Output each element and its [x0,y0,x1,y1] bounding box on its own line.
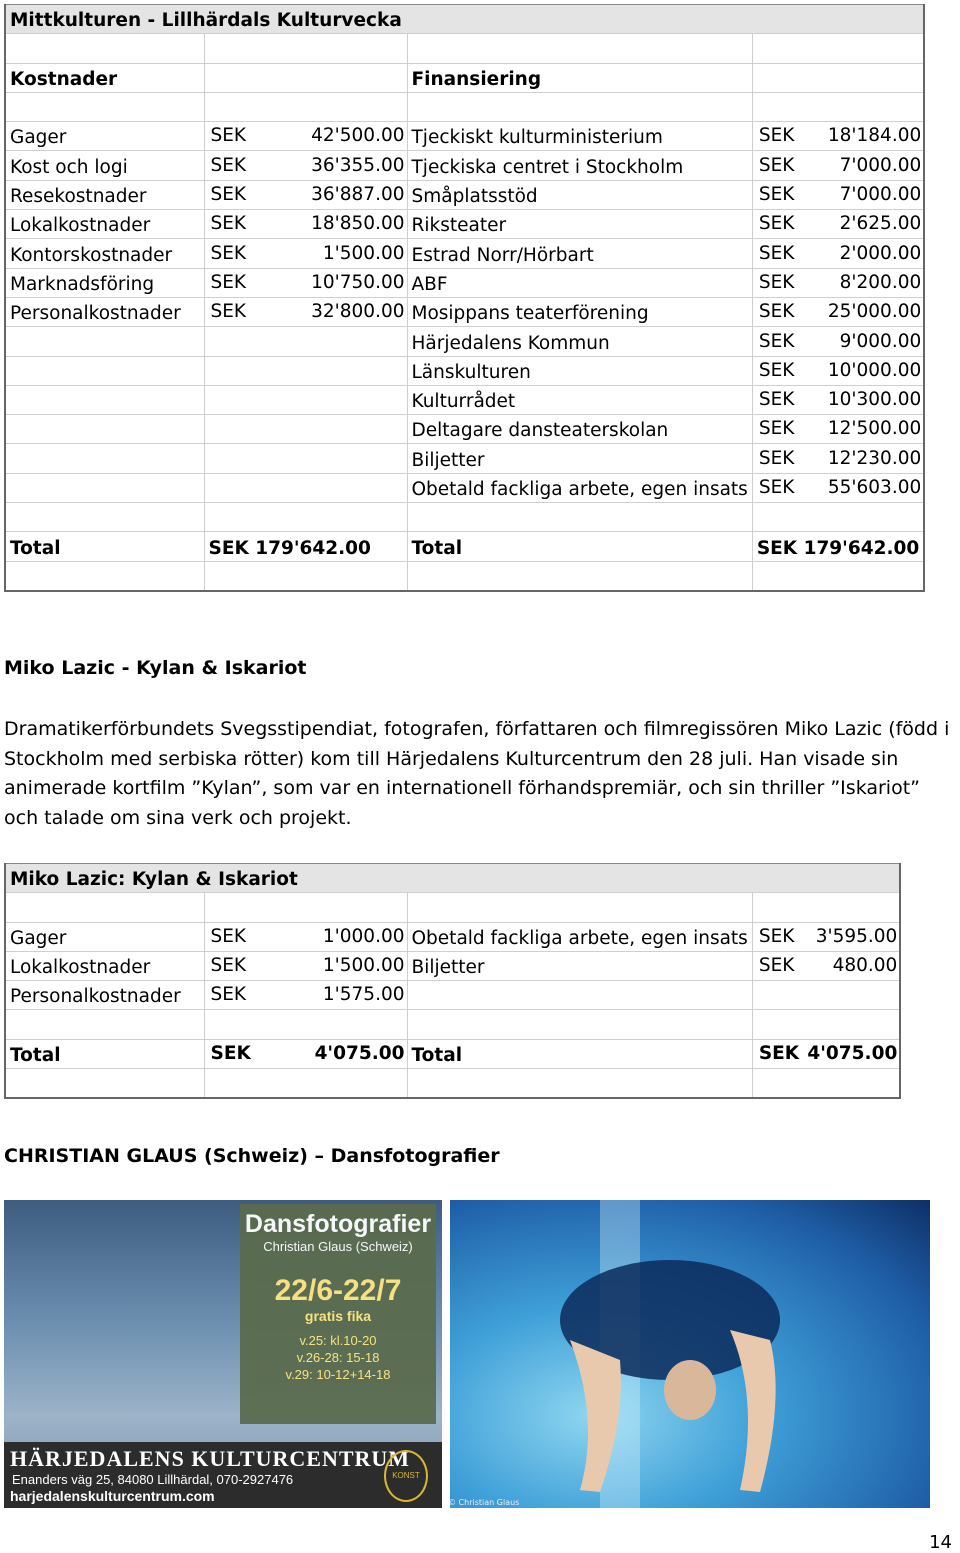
poster-subtitle: Christian Glaus (Schweiz) [263,1239,413,1254]
financing-label-cell [407,180,752,209]
table-cell [5,503,204,532]
table-row [5,92,924,121]
poster-footer-band [4,1442,442,1508]
table-row [5,1039,900,1068]
table-cell [5,893,204,922]
table-cell [204,893,407,922]
table-cell [752,34,924,63]
table-row [5,385,924,414]
currency-label: SEK [210,925,247,947]
cost-label-cell [5,239,204,268]
amount-cell [752,210,924,239]
financing-label: Mosippans teaterförening [411,303,649,325]
financing-label-cell [407,239,752,268]
amount-value: 36'887.00 [311,184,405,206]
table-cell [204,561,407,591]
budget-table-miko-lazic [4,863,901,1099]
financing-label-cell [407,922,752,951]
table-row [5,503,924,532]
cost-label: Personalkostnader [10,303,181,325]
table-row [5,5,924,34]
amount-value: 2'000.00 [839,242,922,264]
amount-cell [204,951,407,980]
financing-label-cell [407,210,752,239]
table-title: Mittkulturen - Lillhärdals Kulturvecka [10,10,402,32]
total-label-cell [5,532,204,561]
financing-label: Biljetter [411,449,485,471]
amount-value: 1'575.00 [322,984,405,1006]
table-cell [407,893,752,922]
cost-label: Kontorskostnader [10,244,173,266]
currency-label: SEK [210,271,247,293]
table-row [5,981,900,1010]
amount-cell [752,1039,900,1068]
table-cell [407,503,752,532]
currency-label: SEK [210,184,247,206]
table-cell [5,415,204,444]
amount-cell [752,356,924,385]
currency-label: SEK [758,1043,800,1065]
amount-value: 10'000.00 [827,359,922,381]
currency-label: SEK [210,125,247,147]
financing-header-cell [407,63,752,92]
amount-value: 1'500.00 [322,242,405,264]
cost-label-cell [5,180,204,209]
cost-label: Gager [10,927,67,949]
total-financing: SEK 179'642.00 [756,537,920,559]
amount-cell [752,268,924,297]
table-cell [5,92,204,121]
amount-cell [752,239,924,268]
poster-time-line: v.26-28: 15-18 [296,1350,380,1365]
table-cell [5,356,204,385]
financing-label-cell [407,151,752,180]
poster-address: Enanders väg 25, 84080 Lillhärdal, 070-2927476 [12,1472,294,1487]
currency-label: SEK [758,359,795,381]
budget-table-kulturvecka [4,4,925,592]
currency-label: SEK [758,477,795,499]
table-row [5,327,924,356]
currency-label: SEK [210,213,247,235]
amount-value: 42'500.00 [311,125,405,147]
total-cost-cell [204,532,407,561]
table-row [5,297,924,326]
amount-value: 12'500.00 [827,418,922,440]
cost-label-cell [5,268,204,297]
currency-label: SEK [758,955,795,977]
table-cell [5,473,204,502]
table-cell [5,1069,204,1099]
amount-value: 480.00 [832,955,898,977]
currency-label: SEK [758,418,795,440]
financing-label: Obetald fackliga arbete, egen insats [411,927,748,949]
amount-cell [752,951,900,980]
amount-cell [204,151,407,180]
table-row [5,864,900,893]
amount-value: 32'800.00 [311,301,405,323]
financing-label-cell [407,951,752,980]
amount-value: 18'184.00 [827,125,922,147]
poster-dates: 22/6-22/7 [274,1274,402,1307]
total-label: Total [411,537,463,559]
amount-cell [752,385,924,414]
table-row [5,1069,900,1099]
cost-label: Resekostnader [10,186,147,208]
table-row [5,122,924,151]
currency-label: SEK [758,125,795,147]
cost-label: Lokalkostnader [10,215,151,237]
table-cell [204,1069,407,1099]
amount-cell [752,922,900,951]
financing-label: Estrad Norr/Hörbart [411,244,594,266]
cost-label: Lokalkostnader [10,957,151,979]
table-row [5,1010,900,1039]
amount-value: 7'000.00 [839,154,922,176]
financing-label-cell [407,385,752,414]
currency-label: SEK [210,301,247,323]
financing-header: Finansiering [411,68,542,90]
amount-cell [204,297,407,326]
table-cell [204,92,407,121]
financing-label: Kulturrådet [411,391,516,413]
currency-label: SEK [210,242,247,264]
photo-credit: © Christian Glaus [448,1498,520,1507]
amount-value: 3'595.00 [815,925,898,947]
currency-label: SEK [210,955,247,977]
table-title-cell [5,5,924,34]
table-title-cell [5,864,900,893]
total-label: Total [10,1045,61,1067]
table-row [5,951,900,980]
amount-cell [204,180,407,209]
amount-value: 25'000.00 [827,301,922,323]
cost-label-cell [5,297,204,326]
financing-label: Tjeckiskt kulturministerium [411,127,663,149]
financing-label-cell [407,268,752,297]
table-row [5,922,900,951]
section-heading-christian-glaus: CHRISTIAN GLAUS (Schweiz) – Dansfotografier [4,1145,500,1167]
table-cell [407,1069,752,1099]
amount-cell [752,444,924,473]
konst-logo: KONST [384,1450,428,1502]
table-row [5,63,924,92]
cost-label: Personalkostnader [10,986,181,1008]
currency-label: SEK [758,154,795,176]
financing-label: Småplatsstöd [411,186,538,208]
table-cell [752,92,924,121]
amount-cell [204,981,407,1010]
financing-label: Länskulturen [411,361,531,383]
financing-label: ABF [411,273,448,295]
cost-label: Kost och logi [10,156,128,178]
financing-label-cell [407,473,752,502]
table-cell [5,1010,204,1039]
total-label-cell [407,532,752,561]
table-cell [204,385,407,414]
amount-cell [204,239,407,268]
table-cell [752,63,924,92]
table-row [5,444,924,473]
amount-value: 8'200.00 [839,271,922,293]
cost-label-cell [5,951,204,980]
poster-times [240,1332,436,1383]
table-cell [752,893,900,922]
amount-cell [752,297,924,326]
amount-value: 9'000.00 [839,330,922,352]
dansfotografier-poster [4,1200,442,1508]
amount-cell [752,122,924,151]
amount-value: 4'075.00 [807,1043,898,1065]
amount-cell [752,415,924,444]
financing-label-cell [407,122,752,151]
miko-lazic-paragraph: Dramatikerförbundets Svegsstipendiat, fotografen, författaren och filmregissören Miko Lazic (född i Stockholm med serbiska rötter) kom till Härjedalens Kulturcentrum den 28 juli. Han visade sin animerade kortfilm ”Kylan”, som var en internationell förhandspremiär, och sin thriller ”Iskariot” och talade om sina verk och projekt. [4,718,950,829]
table-cell [407,34,752,63]
table-row [5,268,924,297]
currency-label: SEK [758,389,795,411]
total-label-cell [5,1039,204,1068]
table-row [5,210,924,239]
table-cell [204,503,407,532]
amount-cell [204,122,407,151]
table-cell [5,561,204,591]
total-label: Total [411,1045,463,1067]
cost-label-cell [5,210,204,239]
table-cell [5,385,204,414]
amount-cell [752,327,924,356]
table-cell [407,981,752,1010]
amount-cell [752,180,924,209]
currency-label: SEK [210,154,247,176]
amount-value: 10'300.00 [827,389,922,411]
amount-cell [204,210,407,239]
amount-value: 7'000.00 [839,184,922,206]
amount-value: 4'075.00 [314,1043,405,1065]
total-label: Total [10,537,61,559]
table-row [5,180,924,209]
table-row [5,151,924,180]
currency-label: SEK [758,242,795,264]
amount-cell [204,268,407,297]
table-cell [407,92,752,121]
table-title: Miko Lazic: Kylan & Iskariot [10,869,298,891]
table-cell [204,473,407,502]
table-row [5,415,924,444]
total-label-cell [407,1039,752,1068]
financing-label: Biljetter [411,957,485,979]
financing-label-cell [407,297,752,326]
total-cost: SEK 179'642.00 [208,537,371,559]
currency-label: SEK [210,1043,251,1065]
table-cell [5,444,204,473]
table-row [5,34,924,63]
table-cell [752,1069,900,1099]
currency-label: SEK [758,330,795,352]
amount-value: 1'000.00 [322,925,405,947]
currency-label: SEK [210,984,247,1006]
cost-label-cell [5,981,204,1010]
currency-label: SEK [758,925,795,947]
amount-cell [752,151,924,180]
amount-value: 1'500.00 [322,955,405,977]
financing-label-cell [407,444,752,473]
cost-label-cell [5,922,204,951]
section-heading-miko-lazic: Miko Lazic - Kylan & Iskariot [4,657,307,679]
currency-label: SEK [758,301,795,323]
table-cell [204,34,407,63]
poster-info-panel [240,1204,436,1424]
amount-value: 18'850.00 [311,213,405,235]
amount-value: 10'750.00 [311,271,405,293]
total-financing-cell [752,532,924,561]
poster-time-line: v.25: kl.10-20 [299,1333,377,1348]
table-cell [5,34,204,63]
amount-value: 55'603.00 [827,477,922,499]
cost-label-cell [5,151,204,180]
financing-label: Tjeckiska centret i Stockholm [411,156,684,178]
financing-label-cell [407,327,752,356]
table-row [5,893,900,922]
currency-label: SEK [758,184,795,206]
cost-label: Marknadsföring [10,273,155,295]
table-cell [752,503,924,532]
currency-label: SEK [758,213,795,235]
table-cell [204,356,407,385]
poster-org-name: HÄRJEDALENS KULTURCENTRUM [10,1446,411,1471]
amount-value: 36'355.00 [311,154,405,176]
financing-label: Obetald fackliga arbete, egen insats [411,479,748,501]
financing-label: Härjedalens Kommun [411,332,610,354]
amount-value: 2'625.00 [839,213,922,235]
currency-label: SEK [758,447,795,469]
amount-cell [204,922,407,951]
amount-value: 12'230.00 [827,447,922,469]
cost-header: Kostnader [10,68,118,90]
table-cell [752,561,924,591]
table-row [5,561,924,591]
financing-label-cell [407,356,752,385]
table-row [5,473,924,502]
amount-cell [752,473,924,502]
table-cell [407,561,752,591]
cost-header-cell [5,63,204,92]
financing-label: Deltagare dansteaterskolan [411,420,669,442]
cost-label-cell [5,122,204,151]
table-cell [204,444,407,473]
financing-label-cell [407,415,752,444]
table-row [5,532,924,561]
table-cell [5,327,204,356]
table-cell [204,1010,407,1039]
table-cell [204,327,407,356]
table-cell [407,1010,752,1039]
dancer-photo [450,1200,930,1508]
poster-time-line: v.29: 10-12+14-18 [285,1367,391,1382]
table-cell [752,981,900,1010]
table-cell [752,1010,900,1039]
table-cell [204,63,407,92]
cost-label: Gager [10,127,67,149]
poster-url: harjedalenskulturcentrum.com [10,1488,215,1504]
page-number: 14 [929,1532,952,1553]
dancer-figure [450,1200,930,1508]
table-row [5,356,924,385]
financing-label: Riksteater [411,215,507,237]
table-cell [204,415,407,444]
poster-free-fika: gratis fika [304,1308,372,1324]
poster-title: Dansfotografier [244,1210,432,1238]
amount-cell [204,1039,407,1068]
table-row [5,239,924,268]
currency-label: SEK [758,271,795,293]
